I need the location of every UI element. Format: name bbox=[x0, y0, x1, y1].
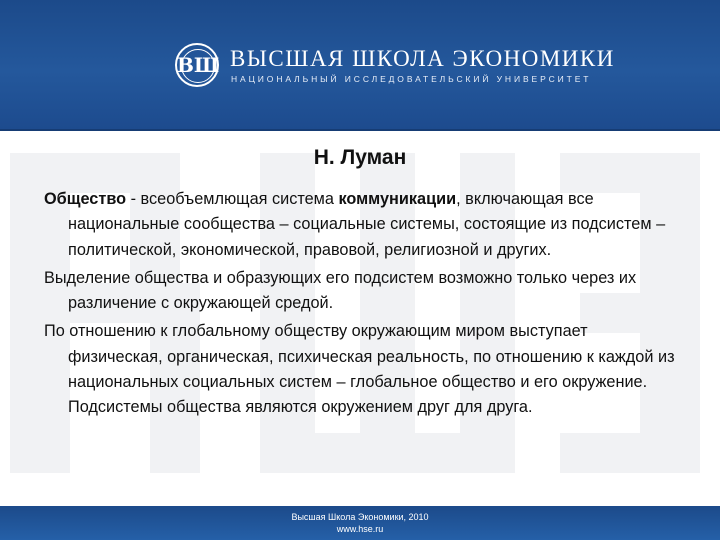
university-name: ВЫСШАЯ ШКОЛА ЭКОНОМИКИ bbox=[230, 46, 615, 71]
text: , включающая все национальные сообщества – социальные системы, состоящие из подсистем – политической, экономической, правовой, религиозной и других. bbox=[68, 190, 666, 259]
slide-footer bbox=[0, 506, 720, 540]
university-subtitle: НАЦИОНАЛЬНЫЙ ИССЛЕДОВАТЕЛЬСКИЙ УНИВЕРСИТЕТ bbox=[231, 74, 592, 84]
paragraph-1 bbox=[44, 187, 684, 263]
hse-logo-icon: ВШ bbox=[175, 43, 219, 87]
slide-body bbox=[44, 187, 684, 424]
footer-copyright: Высшая Школа Экономики, 2010 bbox=[291, 512, 429, 522]
paragraph-2: Выделение общества и образующих его подсистем возможно только через их различение с окружающей средой. bbox=[44, 268, 637, 313]
term-society: Общество bbox=[44, 190, 127, 208]
paragraph-3: По отношению к глобальному обществу окружающим миром выступает физическая, органическая, психическая реальность, по отношению к каждой из национальных социальных систем – глобальное общество и его окружение. Подсистемы общества являются окружением друг для друга. bbox=[44, 322, 675, 417]
text: - всеобъемлющая система bbox=[126, 190, 339, 208]
slide-title: Н. Луман bbox=[313, 146, 407, 169]
term-communication: коммуникации bbox=[338, 190, 457, 208]
footer-url: www.hse.ru bbox=[336, 524, 384, 534]
slide-header bbox=[0, 0, 720, 131]
